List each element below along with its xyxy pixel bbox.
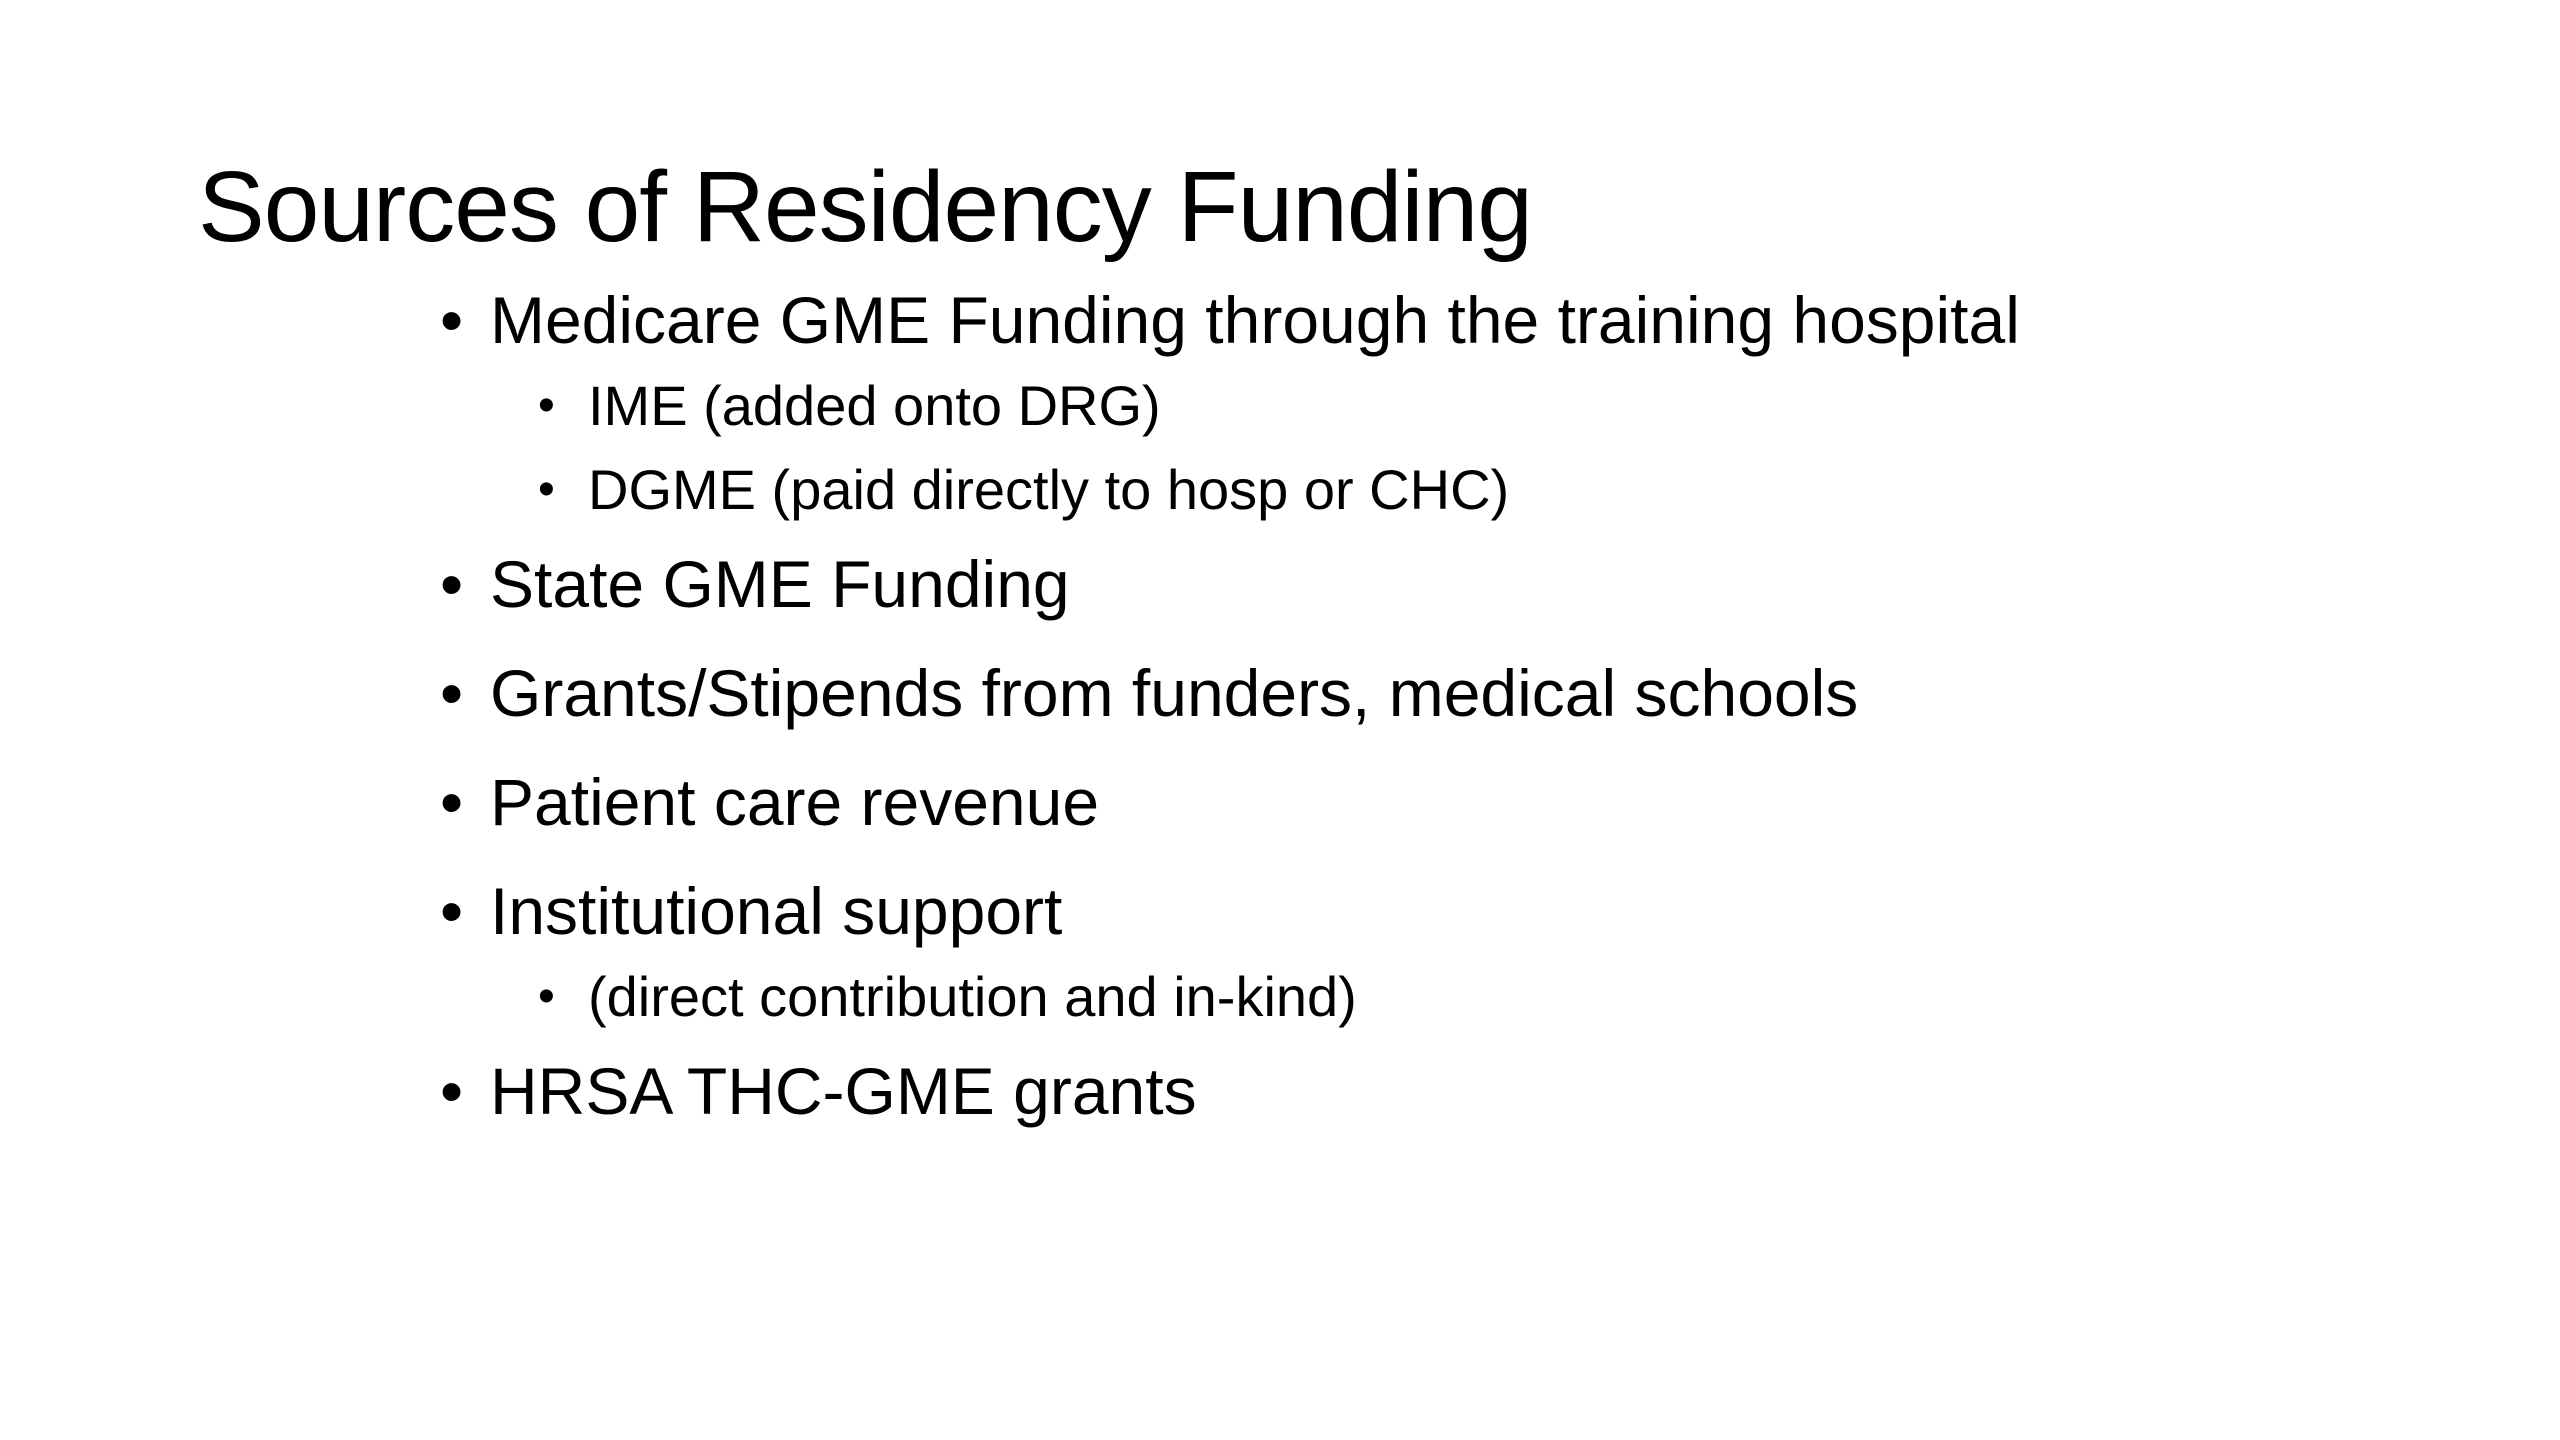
sub-item-ime: [440, 368, 2020, 444]
list-item-medicare-gme: [440, 280, 2020, 360]
slide-title: Sources of Residency Funding: [198, 151, 1532, 263]
list-item-text: Medicare GME Funding through the training hospital: [490, 283, 2020, 357]
list-item-text: Institutional support: [490, 874, 1063, 948]
list-item-text: State GME Funding: [490, 547, 1070, 621]
bullet-icon: •: [440, 765, 464, 839]
list-item-patient-care: [440, 762, 2020, 842]
bullet-icon: •: [538, 970, 555, 1023]
bullet-icon: •: [440, 874, 464, 948]
list-item-text: Grants/Stipends from funders, medical schools: [490, 656, 1859, 730]
list-item-text: HRSA THC-GME grants: [490, 1054, 1197, 1128]
sub-item-text: IME (added onto DRG): [588, 374, 1161, 437]
bullet-icon: •: [440, 283, 464, 357]
bullet-icon: •: [538, 379, 555, 432]
bullet-icon: •: [440, 656, 464, 730]
list-item-hrsa-grants: [440, 1051, 2020, 1131]
sub-item-direct-contribution: [440, 959, 2020, 1035]
bullet-icon: •: [440, 1054, 464, 1128]
bullet-list: [440, 280, 2020, 1131]
sub-item-dgme: [440, 452, 2020, 528]
list-item-text: Patient care revenue: [490, 765, 1100, 839]
list-item-state-gme: [440, 544, 2020, 624]
list-item-institutional-support: [440, 871, 2020, 951]
sub-item-text: DGME (paid directly to hosp or CHC): [588, 458, 1510, 521]
bullet-icon: •: [538, 463, 555, 516]
list-item-grants-stipends: [440, 653, 2020, 733]
bullet-icon: •: [440, 547, 464, 621]
sub-item-text: (direct contribution and in-kind): [588, 965, 1357, 1028]
